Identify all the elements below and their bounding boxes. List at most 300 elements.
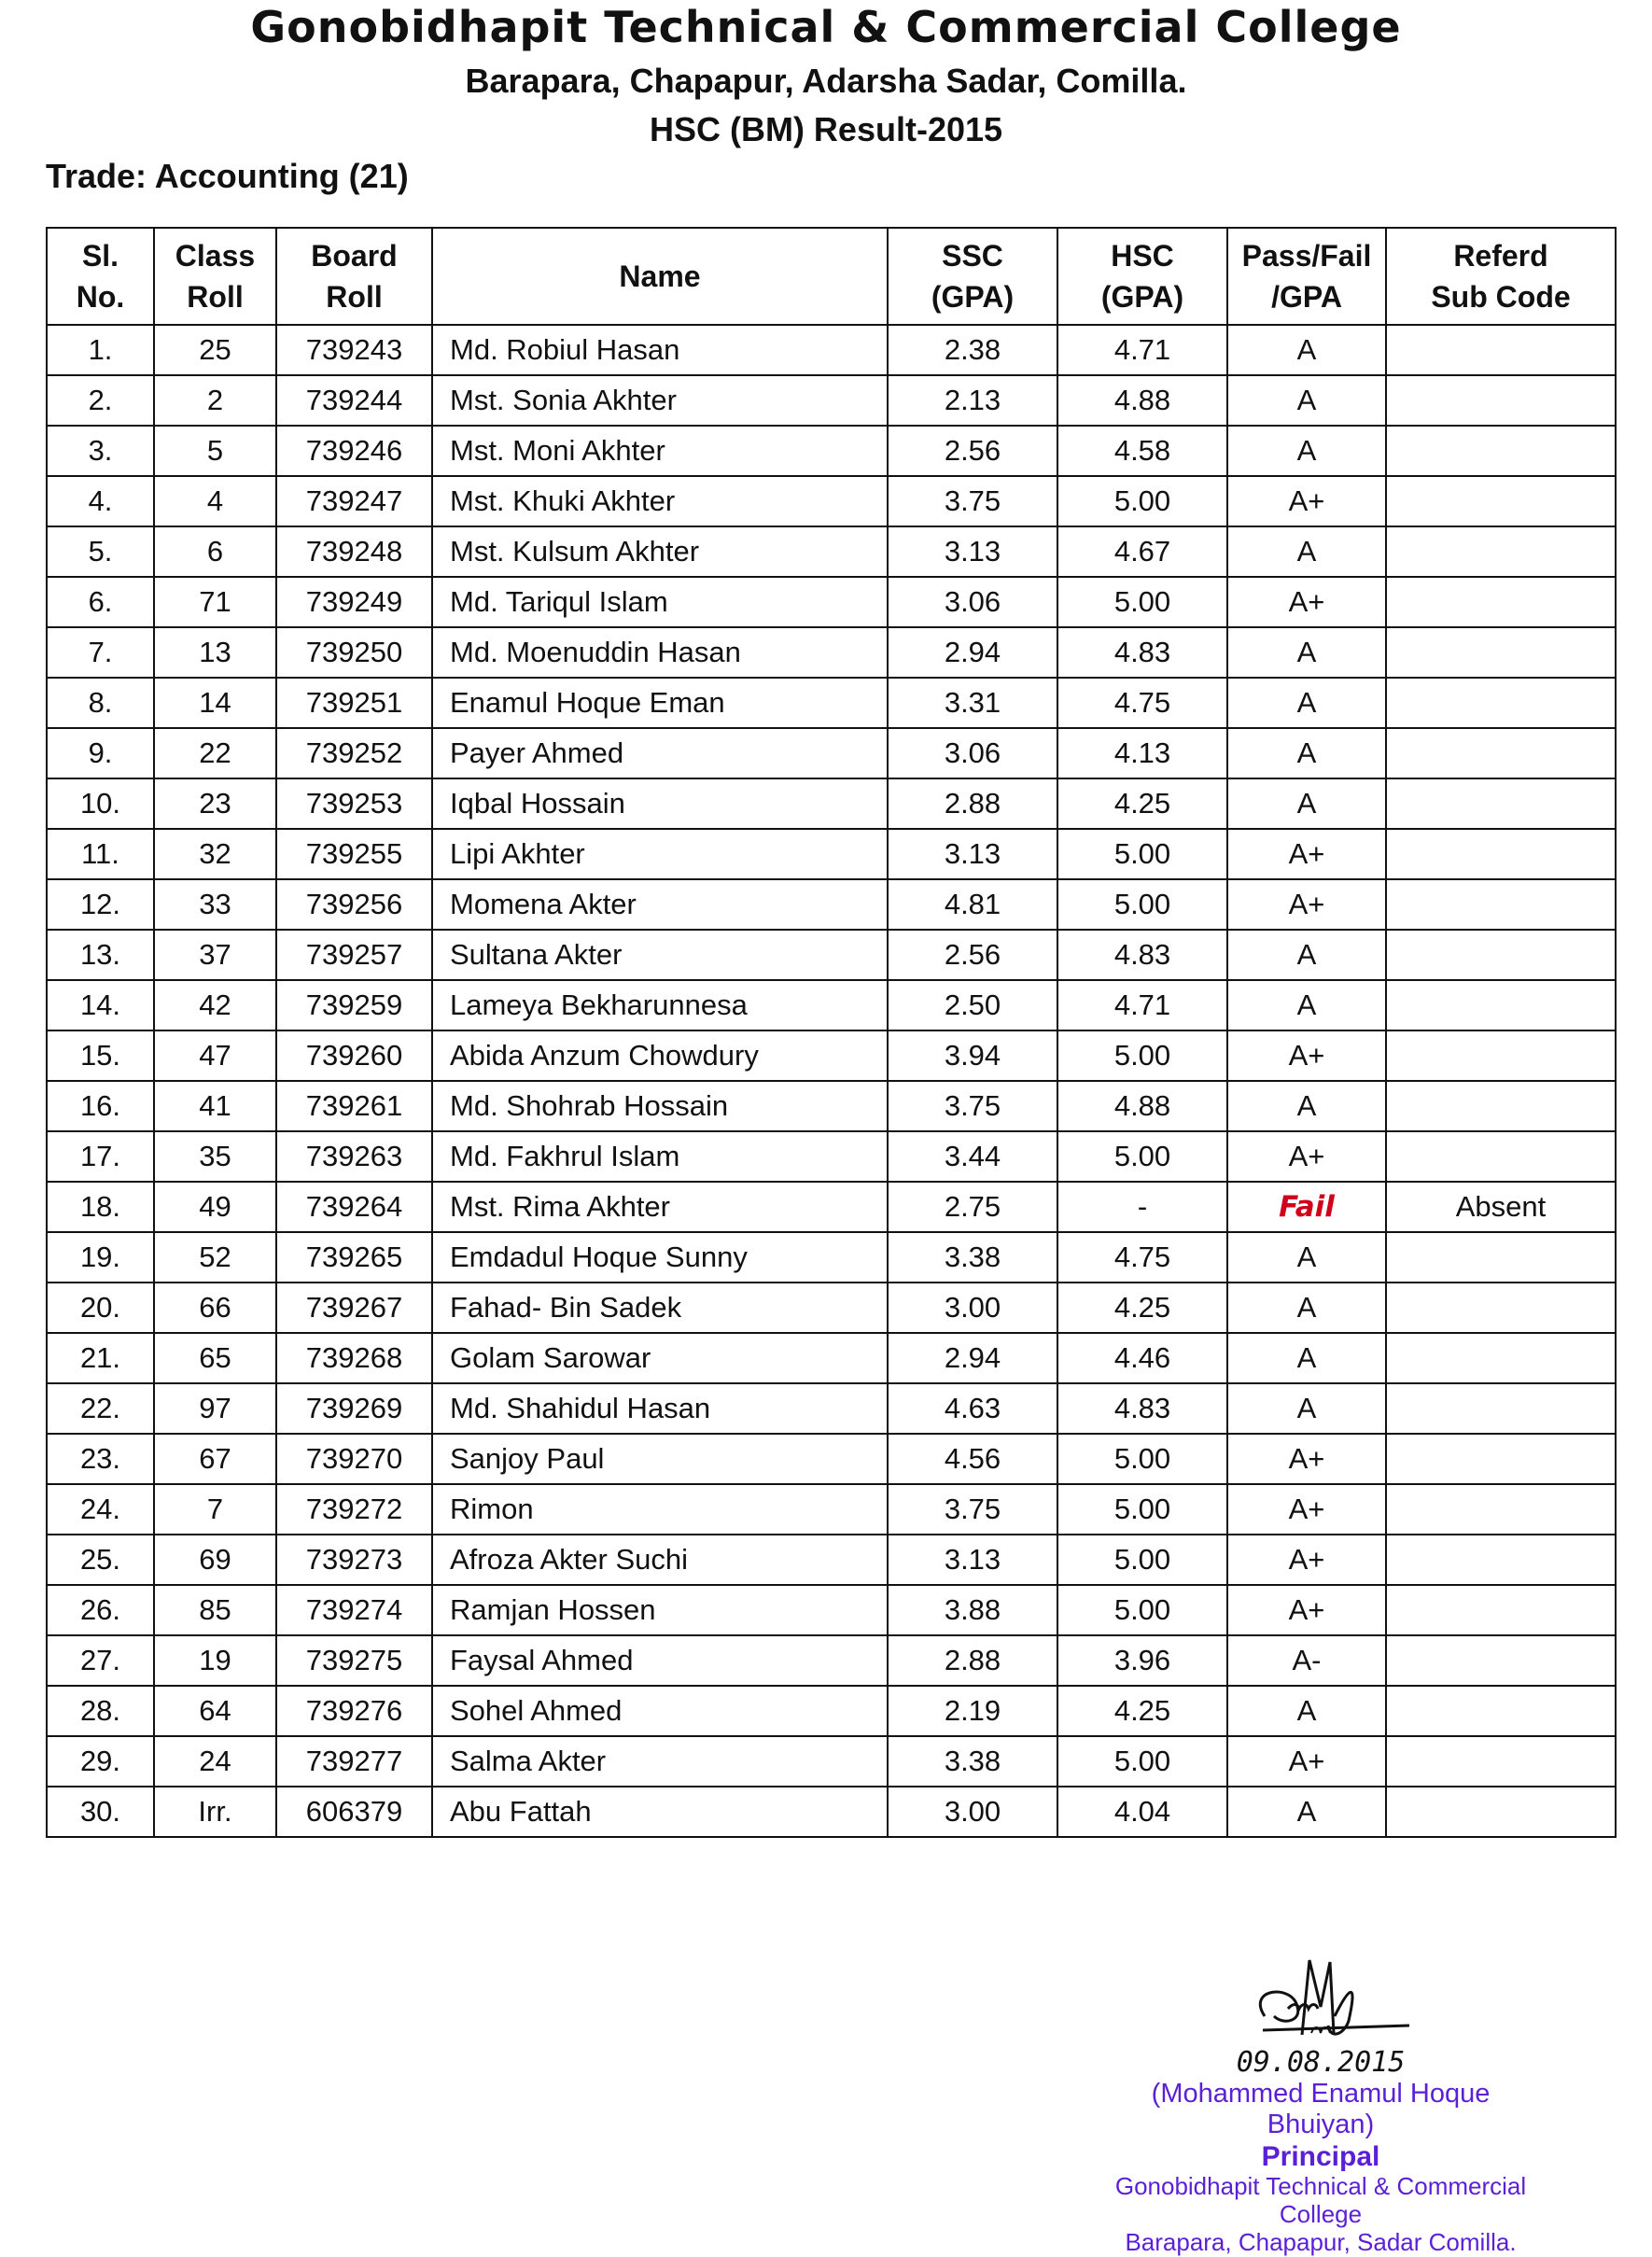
result-cell: A [1227,678,1386,728]
board-roll-cell: 739263 [276,1131,432,1182]
class-roll-cell: 69 [154,1535,276,1585]
sl-no-cell: 16. [47,1081,154,1131]
sl-no-cell: 9. [47,728,154,778]
table-row [47,678,1616,728]
board-roll-cell: 739248 [276,526,432,577]
student-name-cell: Mst. Khuki Akhter [432,476,888,526]
college-title: Gonobidhapit Technical & Commercial College [250,2,1402,52]
board-roll-cell: 739267 [276,1283,432,1333]
column-header-name [432,228,888,325]
ssc-gpa-cell: 3.31 [888,678,1057,728]
board-roll-cell: 739277 [276,1736,432,1787]
referd-cell: Absent [1386,1182,1616,1232]
hsc-gpa-cell: 4.71 [1057,980,1227,1030]
referd-cell [1386,526,1616,577]
column-header-ssc-gpa [888,228,1057,325]
board-roll-cell: 739250 [276,627,432,678]
class-roll-cell: 71 [154,577,276,627]
referd-cell [1386,980,1616,1030]
board-roll-cell: 739253 [276,778,432,829]
student-name-cell: Faysal Ahmed [432,1635,888,1686]
ssc-gpa-cell: 2.56 [888,930,1057,980]
result-cell: A+ [1227,1484,1386,1535]
principal-name: (Mohammed Enamul Hoque Bhuiyan) [1151,2079,1491,2140]
table-row [47,325,1616,375]
class-roll-cell: 41 [154,1081,276,1131]
table-row [47,1283,1616,1333]
hsc-gpa-cell: 5.00 [1057,476,1227,526]
trade-label: Trade: Accounting (21) [46,157,409,195]
column-header-line2: Roll [187,280,244,314]
sl-no-cell: 3. [47,426,154,476]
class-roll-cell: 67 [154,1434,276,1484]
board-roll-cell: 739268 [276,1333,432,1383]
hsc-gpa-cell: 5.00 [1057,1030,1227,1081]
referd-cell [1386,577,1616,627]
table-row [47,1333,1616,1383]
table-row [47,1635,1616,1686]
ssc-gpa-cell: 3.13 [888,829,1057,879]
board-roll-cell: 739243 [276,325,432,375]
result-cell: A+ [1227,476,1386,526]
table-row [47,1736,1616,1787]
sl-no-cell: 14. [47,980,154,1030]
table-row [47,375,1616,426]
result-cell: A [1227,980,1386,1030]
sl-no-cell: 30. [47,1787,154,1837]
student-name-cell: Abida Anzum Chowdury [432,1030,888,1081]
sl-no-cell: 7. [47,627,154,678]
table-row [47,426,1616,476]
table-row [47,1484,1616,1535]
board-roll-cell: 606379 [276,1787,432,1837]
result-cell: A+ [1227,879,1386,930]
result-cell: A [1227,1081,1386,1131]
student-name-cell: Payer Ahmed [432,728,888,778]
ssc-gpa-cell: 2.75 [888,1182,1057,1232]
referd-cell [1386,829,1616,879]
ssc-gpa-cell: 3.13 [888,1535,1057,1585]
student-name-cell: Rimon [432,1484,888,1535]
student-name-cell: Abu Fattah [432,1787,888,1837]
student-name-cell: Salma Akter [432,1736,888,1787]
result-cell: A [1227,778,1386,829]
board-roll-cell: 739259 [276,980,432,1030]
class-roll-cell: 66 [154,1283,276,1333]
ssc-gpa-cell: 3.44 [888,1131,1057,1182]
class-roll-cell: 64 [154,1686,276,1736]
referd-cell [1386,426,1616,476]
stamp-college: Gonobidhapit Technical & Commercial College [1114,2172,1527,2229]
table-body [47,325,1616,1837]
result-cell: A- [1227,1635,1386,1686]
sl-no-cell: 28. [47,1686,154,1736]
table-row [47,1787,1616,1837]
board-roll-cell: 739275 [276,1635,432,1686]
sl-no-cell: 1. [47,325,154,375]
student-name-cell: Md. Moenuddin Hasan [432,627,888,678]
sl-no-cell: 10. [47,778,154,829]
student-name-cell: Golam Sarowar [432,1333,888,1383]
class-roll-cell: 14 [154,678,276,728]
sl-no-cell: 4. [47,476,154,526]
ssc-gpa-cell: 2.38 [888,325,1057,375]
student-name-cell: Sanjoy Paul [432,1434,888,1484]
ssc-gpa-cell: 2.13 [888,375,1057,426]
class-roll-cell: 97 [154,1383,276,1434]
hsc-gpa-cell: 4.25 [1057,1283,1227,1333]
student-name-cell: Lipi Akhter [432,829,888,879]
board-roll-cell: 739252 [276,728,432,778]
referd-cell [1386,879,1616,930]
table-row [47,1585,1616,1635]
column-header-line2: (GPA) [1100,280,1184,314]
student-name-cell: Emdadul Hoque Sunny [432,1232,888,1283]
exam-title: HSC (BM) Result-2015 [649,110,1003,148]
ssc-gpa-cell: 3.38 [888,1736,1057,1787]
table-row [47,980,1616,1030]
ssc-gpa-cell: 3.75 [888,476,1057,526]
sl-no-cell: 19. [47,1232,154,1283]
board-roll-cell: 739272 [276,1484,432,1535]
student-name-cell: Afroza Akter Suchi [432,1535,888,1585]
class-roll-cell: 23 [154,778,276,829]
referd-cell [1386,325,1616,375]
column-header-board-roll [276,228,432,325]
hsc-gpa-cell: 4.75 [1057,678,1227,728]
hsc-gpa-cell: 4.58 [1057,426,1227,476]
hsc-gpa-cell: 4.25 [1057,1686,1227,1736]
table-row [47,1232,1616,1283]
board-roll-cell: 739255 [276,829,432,879]
column-header-hsc-gpa [1057,228,1227,325]
referd-cell [1386,1081,1616,1131]
column-header-line1: Sl. [81,239,119,273]
hsc-gpa-cell: 5.00 [1057,577,1227,627]
student-name-cell: Lameya Bekharunnesa [432,980,888,1030]
college-address: Barapara, Chapapur, Adarsha Sadar, Comilla. [465,62,1187,100]
referd-cell [1386,778,1616,829]
table-row [47,829,1616,879]
class-roll-cell: 4 [154,476,276,526]
referd-cell [1386,1585,1616,1635]
board-roll-cell: 739261 [276,1081,432,1131]
table-row [47,577,1616,627]
hsc-gpa-cell: 4.71 [1057,325,1227,375]
table-row [47,1535,1616,1585]
sl-no-cell: 8. [47,678,154,728]
result-cell: A [1227,627,1386,678]
table-row [47,1081,1616,1131]
principal-title: Principal [1261,2140,1380,2172]
referd-cell [1386,1535,1616,1585]
sl-no-cell: 22. [47,1383,154,1434]
hsc-gpa-cell: 4.25 [1057,778,1227,829]
class-roll-cell: Irr. [154,1787,276,1837]
referd-cell [1386,1333,1616,1383]
result-cell: A+ [1227,829,1386,879]
student-name-cell: Mst. Moni Akhter [432,426,888,476]
result-cell: A+ [1227,1535,1386,1585]
board-roll-cell: 739276 [276,1686,432,1736]
column-header-referd-sub-code [1386,228,1616,325]
class-roll-cell: 22 [154,728,276,778]
table-row [47,728,1616,778]
hsc-gpa-cell: 4.83 [1057,930,1227,980]
table-row [47,526,1616,577]
class-roll-cell: 7 [154,1484,276,1535]
referd-cell [1386,1232,1616,1283]
hsc-gpa-cell: 5.00 [1057,829,1227,879]
ssc-gpa-cell: 4.56 [888,1434,1057,1484]
result-cell: A [1227,1686,1386,1736]
referd-cell [1386,728,1616,778]
student-name-cell: Momena Akter [432,879,888,930]
ssc-gpa-cell: 3.38 [888,1232,1057,1283]
student-name-cell: Mst. Kulsum Akhter [432,526,888,577]
class-roll-cell: 65 [154,1333,276,1383]
table-row [47,1131,1616,1182]
ssc-gpa-cell: 2.94 [888,627,1057,678]
board-roll-cell: 739246 [276,426,432,476]
table-row [47,1030,1616,1081]
class-roll-cell: 52 [154,1232,276,1283]
column-header-line1: SSC [942,239,1003,273]
table-row [47,778,1616,829]
referd-cell [1386,1736,1616,1787]
sl-no-cell: 18. [47,1182,154,1232]
column-header-line2: No. [76,280,125,314]
stamp-address: Barapara, Chapapur, Sadar Comilla. [1125,2227,1517,2256]
column-header-line2: (GPA) [931,280,1015,314]
column-header-line1: Referd [1453,239,1548,273]
class-roll-cell: 2 [154,375,276,426]
hsc-gpa-cell: - [1057,1182,1227,1232]
table-row [47,1182,1616,1232]
hsc-gpa-cell: 5.00 [1057,1585,1227,1635]
principal-stamp [1101,2079,1540,2257]
result-cell: A+ [1227,1585,1386,1635]
hsc-gpa-cell: 5.00 [1057,1484,1227,1535]
column-header-line2: Roll [326,280,383,314]
class-roll-cell: 19 [154,1635,276,1686]
result-cell: A [1227,930,1386,980]
board-roll-cell: 739249 [276,577,432,627]
referd-cell [1386,1131,1616,1182]
result-cell: A [1227,526,1386,577]
referd-cell [1386,1283,1616,1333]
ssc-gpa-cell: 3.75 [888,1484,1057,1535]
class-roll-cell: 37 [154,930,276,980]
result-cell: A+ [1227,1736,1386,1787]
signature-block [1101,1951,1540,2257]
referd-cell [1386,627,1616,678]
table-header-row [47,228,1616,325]
hsc-gpa-cell: 5.00 [1057,879,1227,930]
ssc-gpa-cell: 2.94 [888,1333,1057,1383]
result-cell: A+ [1227,1131,1386,1182]
board-roll-cell: 739264 [276,1182,432,1232]
sl-no-cell: 15. [47,1030,154,1081]
column-header-line1: Board [311,239,398,273]
student-name-cell: Iqbal Hossain [432,778,888,829]
sl-no-cell: 21. [47,1333,154,1383]
sl-no-cell: 13. [47,930,154,980]
result-table [46,227,1617,1838]
board-roll-cell: 739274 [276,1585,432,1635]
ssc-gpa-cell: 3.13 [888,526,1057,577]
column-header-pass-fail-gpa [1227,228,1386,325]
student-name-cell: Md. Shahidul Hasan [432,1383,888,1434]
table-row [47,1383,1616,1434]
referd-cell [1386,1030,1616,1081]
signature-date: 09.08.2015 [1236,2046,1406,2079]
board-roll-cell: 739273 [276,1535,432,1585]
board-roll-cell: 739270 [276,1434,432,1484]
table-row [47,476,1616,526]
class-roll-cell: 5 [154,426,276,476]
ssc-gpa-cell: 4.63 [888,1383,1057,1434]
ssc-gpa-cell: 4.81 [888,879,1057,930]
ssc-gpa-cell: 3.00 [888,1283,1057,1333]
column-header-sl-no [47,228,154,325]
hsc-gpa-cell: 5.00 [1057,1736,1227,1787]
hsc-gpa-cell: 5.00 [1057,1535,1227,1585]
ssc-gpa-cell: 3.94 [888,1030,1057,1081]
ssc-gpa-cell: 3.75 [888,1081,1057,1131]
class-roll-cell: 32 [154,829,276,879]
student-name-cell: Sultana Akter [432,930,888,980]
table-row [47,627,1616,678]
student-name-cell: Md. Robiul Hasan [432,325,888,375]
student-name-cell: Mst. Sonia Akhter [432,375,888,426]
column-header-line1: Name [619,259,701,293]
signature-scribble [1209,1951,1433,2054]
class-roll-cell: 33 [154,879,276,930]
column-header-line2: Sub Code [1431,280,1571,314]
student-name-cell: Mst. Rima Akhter [432,1182,888,1232]
sl-no-cell: 6. [47,577,154,627]
ssc-gpa-cell: 2.50 [888,980,1057,1030]
result-cell: A [1227,1283,1386,1333]
referd-cell [1386,930,1616,980]
sl-no-cell: 20. [47,1283,154,1333]
result-cell: A [1227,728,1386,778]
referd-cell [1386,1787,1616,1837]
result-cell: A+ [1227,577,1386,627]
column-header-class-roll [154,228,276,325]
sl-no-cell: 12. [47,879,154,930]
sl-no-cell: 26. [47,1585,154,1635]
student-name-cell: Ramjan Hossen [432,1585,888,1635]
referd-cell [1386,1686,1616,1736]
ssc-gpa-cell: 3.06 [888,577,1057,627]
hsc-gpa-cell: 4.88 [1057,375,1227,426]
result-cell: A [1227,1787,1386,1837]
table-row [47,879,1616,930]
class-roll-cell: 24 [154,1736,276,1787]
result-cell: A [1227,375,1386,426]
hsc-gpa-cell: 4.83 [1057,627,1227,678]
hsc-gpa-cell: 4.75 [1057,1232,1227,1283]
student-name-cell: Md. Fakhrul Islam [432,1131,888,1182]
sl-no-cell: 29. [47,1736,154,1787]
ssc-gpa-cell: 3.88 [888,1585,1057,1635]
hsc-gpa-cell: 4.46 [1057,1333,1227,1383]
sl-no-cell: 25. [47,1535,154,1585]
ssc-gpa-cell: 2.56 [888,426,1057,476]
result-cell: A [1227,1333,1386,1383]
table-row [47,1434,1616,1484]
referd-cell [1386,476,1616,526]
board-roll-cell: 739251 [276,678,432,728]
referd-cell [1386,678,1616,728]
column-header-line2: /GPA [1271,280,1342,314]
referd-cell [1386,1635,1616,1686]
result-cell: Fail [1227,1182,1386,1232]
referd-cell [1386,1383,1616,1434]
referd-cell [1386,375,1616,426]
class-roll-cell: 42 [154,980,276,1030]
board-roll-cell: 739244 [276,375,432,426]
ssc-gpa-cell: 3.06 [888,728,1057,778]
class-roll-cell: 13 [154,627,276,678]
hsc-gpa-cell: 4.83 [1057,1383,1227,1434]
hsc-gpa-cell: 4.13 [1057,728,1227,778]
sl-no-cell: 2. [47,375,154,426]
hsc-gpa-cell: 4.67 [1057,526,1227,577]
board-roll-cell: 739265 [276,1232,432,1283]
ssc-gpa-cell: 2.19 [888,1686,1057,1736]
board-roll-cell: 739260 [276,1030,432,1081]
class-roll-cell: 35 [154,1131,276,1182]
result-cell: A [1227,1383,1386,1434]
sl-no-cell: 23. [47,1434,154,1484]
sl-no-cell: 24. [47,1484,154,1535]
result-cell: A [1227,1232,1386,1283]
ssc-gpa-cell: 2.88 [888,1635,1057,1686]
sl-no-cell: 5. [47,526,154,577]
result-cell: A [1227,426,1386,476]
table-row [47,1686,1616,1736]
hsc-gpa-cell: 5.00 [1057,1434,1227,1484]
result-cell: A+ [1227,1434,1386,1484]
hsc-gpa-cell: 4.88 [1057,1081,1227,1131]
table-row [47,930,1616,980]
class-roll-cell: 25 [154,325,276,375]
referd-cell [1386,1434,1616,1484]
sl-no-cell: 17. [47,1131,154,1182]
board-roll-cell: 739257 [276,930,432,980]
student-name-cell: Fahad- Bin Sadek [432,1283,888,1333]
result-cell: A+ [1227,1030,1386,1081]
student-name-cell: Enamul Hoque Eman [432,678,888,728]
ssc-gpa-cell: 3.00 [888,1787,1057,1837]
column-header-line1: Class [175,239,256,273]
hsc-gpa-cell: 5.00 [1057,1131,1227,1182]
board-roll-cell: 739247 [276,476,432,526]
ssc-gpa-cell: 2.88 [888,778,1057,829]
student-name-cell: Md. Tariqul Islam [432,577,888,627]
referd-cell [1386,1484,1616,1535]
hsc-gpa-cell: 3.96 [1057,1635,1227,1686]
class-roll-cell: 85 [154,1585,276,1635]
board-roll-cell: 739256 [276,879,432,930]
class-roll-cell: 49 [154,1182,276,1232]
board-roll-cell: 739269 [276,1383,432,1434]
sl-no-cell: 27. [47,1635,154,1686]
sl-no-cell: 11. [47,829,154,879]
